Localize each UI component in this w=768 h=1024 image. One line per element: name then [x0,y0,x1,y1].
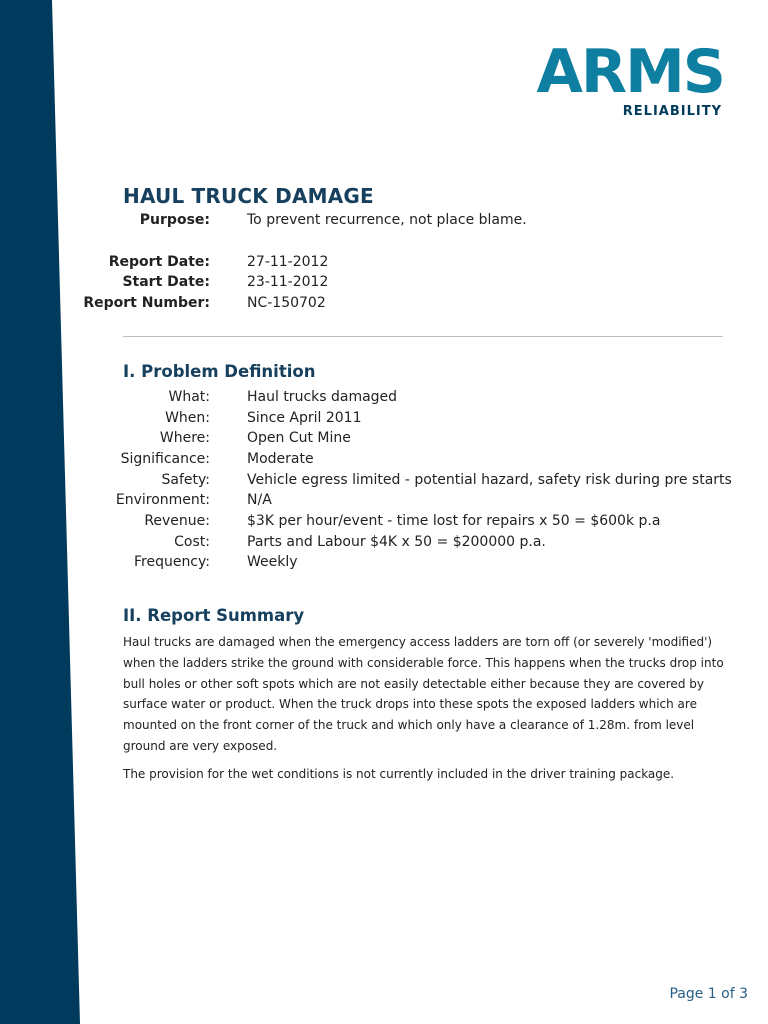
pd-value: Parts and Labour $4K x 50 = $200000 p.a. [247,534,546,550]
pd-label: Significance: [120,451,210,467]
problem-definition-heading: I. Problem Definition [123,362,316,381]
logo-tagline: RELIABILITY [622,104,722,119]
report-number-label: Report Number: [83,295,210,311]
pd-value: Weekly [247,554,298,570]
report-date-value: 27-11-2012 [247,254,329,270]
pd-value: Vehicle egress limited - potential hazard, safety risk during pre starts [247,472,732,488]
pd-label: Cost: [174,534,210,550]
pd-value: $3K per hour/event - time lost for repairs x 50 = $600k p.a [247,513,661,529]
purpose-value: To prevent recurrence, not place blame. [247,212,527,228]
report-title: HAUL TRUCK DAMAGE [123,184,374,208]
pd-value: N/A [247,492,272,508]
logo-wordmark: ARMS [536,37,724,107]
pd-label: Revenue: [144,513,210,529]
side-band [0,0,80,1024]
page-number: Page 1 of 3 [669,986,748,1002]
section-divider [123,336,723,337]
purpose-label: Purpose: [139,212,210,228]
report-number-value: NC-150702 [247,295,326,311]
summary-paragraph: The provision for the wet conditions is not currently included in the driver training package. [123,767,675,781]
report-summary-heading: II. Report Summary [123,606,305,625]
pd-label: Safety: [161,472,210,488]
arms-reliability-logo [536,37,728,122]
pd-label: Frequency: [133,554,210,570]
summary-paragraph: Haul trucks are damaged when the emergency access ladders are torn off (or severely 'modified') when the ladders strike the ground with considerable force. This happens when the trucks drop into bull holes or other soft spots which are not easily detectable either because they are covered by surface water or product. When the truck drops into these spots the exposed ladders which are mounted on the front corner of the truck and which only have a clearance of 1.28m. from level ground are very exposed. [123,635,724,753]
start-date-label: Start Date: [122,274,210,290]
pd-value: Moderate [247,451,314,467]
report-date-label: Report Date: [108,254,210,270]
pd-label: Where: [159,430,210,446]
pd-label: Environment: [115,492,210,508]
pd-value: Haul trucks damaged [247,389,398,405]
pd-value: Since April 2011 [247,410,362,426]
start-date-value: 23-11-2012 [247,274,329,290]
pd-label: When: [165,410,210,426]
pd-value: Open Cut Mine [247,430,351,446]
pd-label: What: [168,389,210,405]
